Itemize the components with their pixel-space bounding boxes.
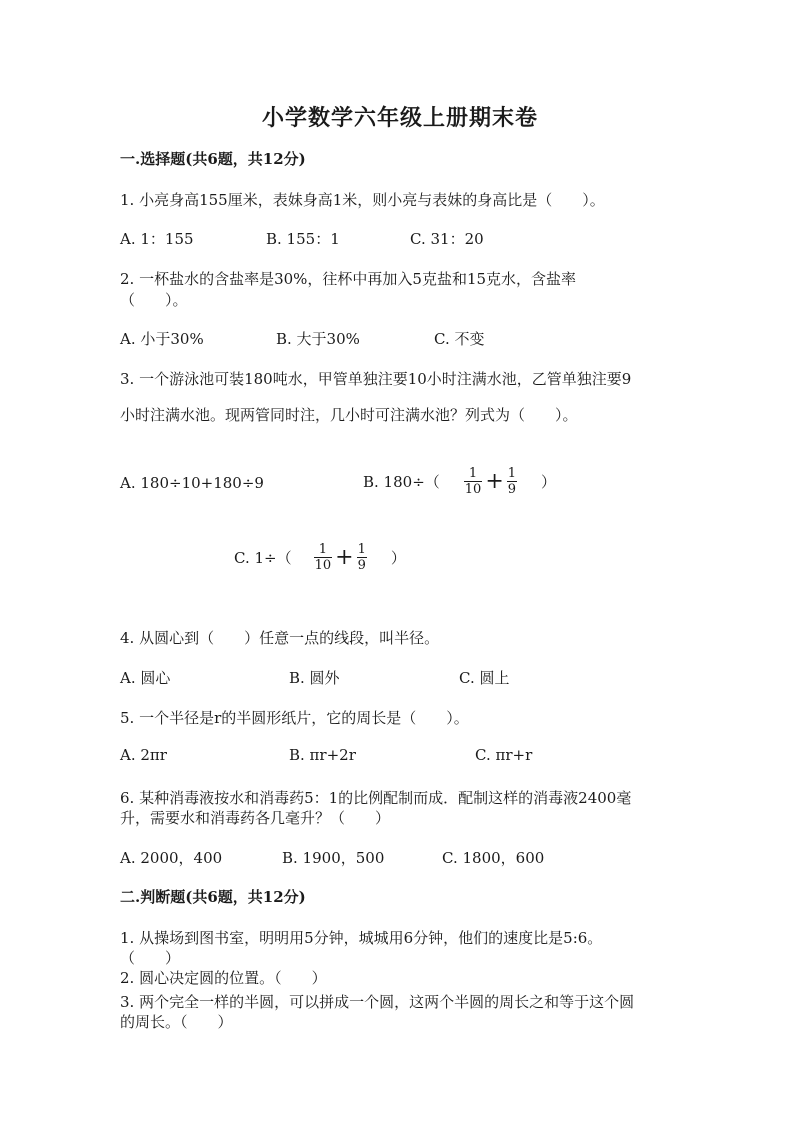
fraction-one-ninth bbox=[357, 542, 367, 573]
question-2-option-c: C. 不变 bbox=[434, 330, 485, 348]
fraction-denominator: 9 bbox=[357, 558, 366, 573]
question-4-option-c: C. 圆上 bbox=[459, 669, 510, 687]
fraction-denominator: 10 bbox=[464, 482, 482, 497]
option-b-close-paren: ） bbox=[541, 473, 557, 491]
question-5-option-c: C. πr+r bbox=[475, 746, 533, 764]
fraction-one-tenth bbox=[464, 466, 483, 497]
question-3-option-a: A. 180÷10+180÷9 bbox=[120, 474, 264, 492]
question-1-text: 1. 小亮身高155厘米，表妹身高1米，则小亮与表妹的身高比是（ ）。 bbox=[120, 191, 605, 209]
judgment-3-line-1: 3. 两个完全一样的半圆，可以拼成一个圆，这两个半圆的周长之和等于这个圆 bbox=[120, 993, 635, 1011]
question-1-option-c: C. 31：20 bbox=[410, 230, 484, 248]
question-6-option-b: B. 1900，500 bbox=[282, 849, 385, 867]
option-c-prefix: C. 1÷（ bbox=[234, 549, 292, 567]
question-5-option-a: A. 2πr bbox=[120, 746, 167, 764]
question-6-line-1: 6. 某种消毒液按水和消毒药5：1的比例配制而成．配制这样的消毒液2400毫 bbox=[120, 789, 632, 807]
question-1-option-b: B. 155：1 bbox=[266, 230, 340, 248]
question-2-line-1: 2. 一杯盐水的含盐率是30%，往杯中再加入5克盐和15克水，含盐率 bbox=[120, 270, 577, 288]
question-4-option-b: B. 圆外 bbox=[289, 669, 340, 687]
judgment-1-line-1: 1. 从操场到图书室，明明用5分钟，城城用6分钟，他们的速度比是5:6。 bbox=[120, 929, 603, 947]
question-1-option-a: A. 1：155 bbox=[120, 230, 194, 248]
judgment-1-line-2: （ ） bbox=[120, 949, 181, 967]
question-2-option-b: B. 大于30% bbox=[276, 330, 360, 348]
fraction-one-tenth bbox=[314, 542, 333, 573]
option-b-prefix: B. 180÷（ bbox=[363, 473, 440, 491]
fraction-denominator: 10 bbox=[314, 558, 332, 573]
plus-sign: + bbox=[485, 469, 504, 494]
fraction-denominator: 9 bbox=[507, 482, 517, 497]
question-3-line-1: 3. 一个游泳池可装180吨水，甲管单独注要10小时注满水池，乙管单独注要9 bbox=[120, 370, 632, 388]
question-2-option-a: A. 小于30% bbox=[120, 330, 204, 348]
fraction-numerator: 1 bbox=[468, 466, 478, 481]
question-6-line-2: 升，需要水和消毒药各几毫升？（ ） bbox=[120, 809, 391, 827]
question-5-text: 5. 一个半径是r的半圆形纸片，它的周长是（ ）。 bbox=[120, 709, 469, 727]
question-3-option-b bbox=[363, 466, 556, 497]
judgment-2-text: 2. 圆心决定圆的位置。（ ） bbox=[120, 969, 327, 987]
fraction-one-ninth bbox=[507, 466, 517, 497]
page-title: 小学数学六年级上册期末卷 bbox=[261, 105, 538, 131]
question-4-option-a: A. 圆心 bbox=[120, 669, 171, 687]
option-c-close-paren: ） bbox=[390, 549, 406, 567]
question-3-line-2: 小时注满水池。现两管同时注，几小时可注满水池？列式为（ ）。 bbox=[120, 406, 578, 424]
plus-sign: + bbox=[335, 545, 354, 570]
question-3-option-c bbox=[234, 542, 406, 573]
judgment-3-line-2: 的周长。（ ） bbox=[120, 1013, 233, 1031]
section-heading-choice: 一.选择题(共6题，共12分) bbox=[120, 150, 306, 168]
fraction-numerator: 1 bbox=[507, 466, 517, 481]
question-5-option-b: B. πr+2r bbox=[289, 746, 356, 764]
fraction-numerator: 1 bbox=[318, 542, 327, 557]
question-6-option-c: C. 1800，600 bbox=[442, 849, 545, 867]
question-2-line-2: （ ）。 bbox=[120, 291, 188, 309]
fraction-numerator: 1 bbox=[357, 542, 366, 557]
section-heading-judgment: 二.判断题(共6题，共12分) bbox=[120, 888, 306, 906]
question-6-option-a: A. 2000，400 bbox=[120, 849, 223, 867]
question-4-text: 4. 从圆心到（ ）任意一点的线段，叫半径。 bbox=[120, 629, 440, 647]
